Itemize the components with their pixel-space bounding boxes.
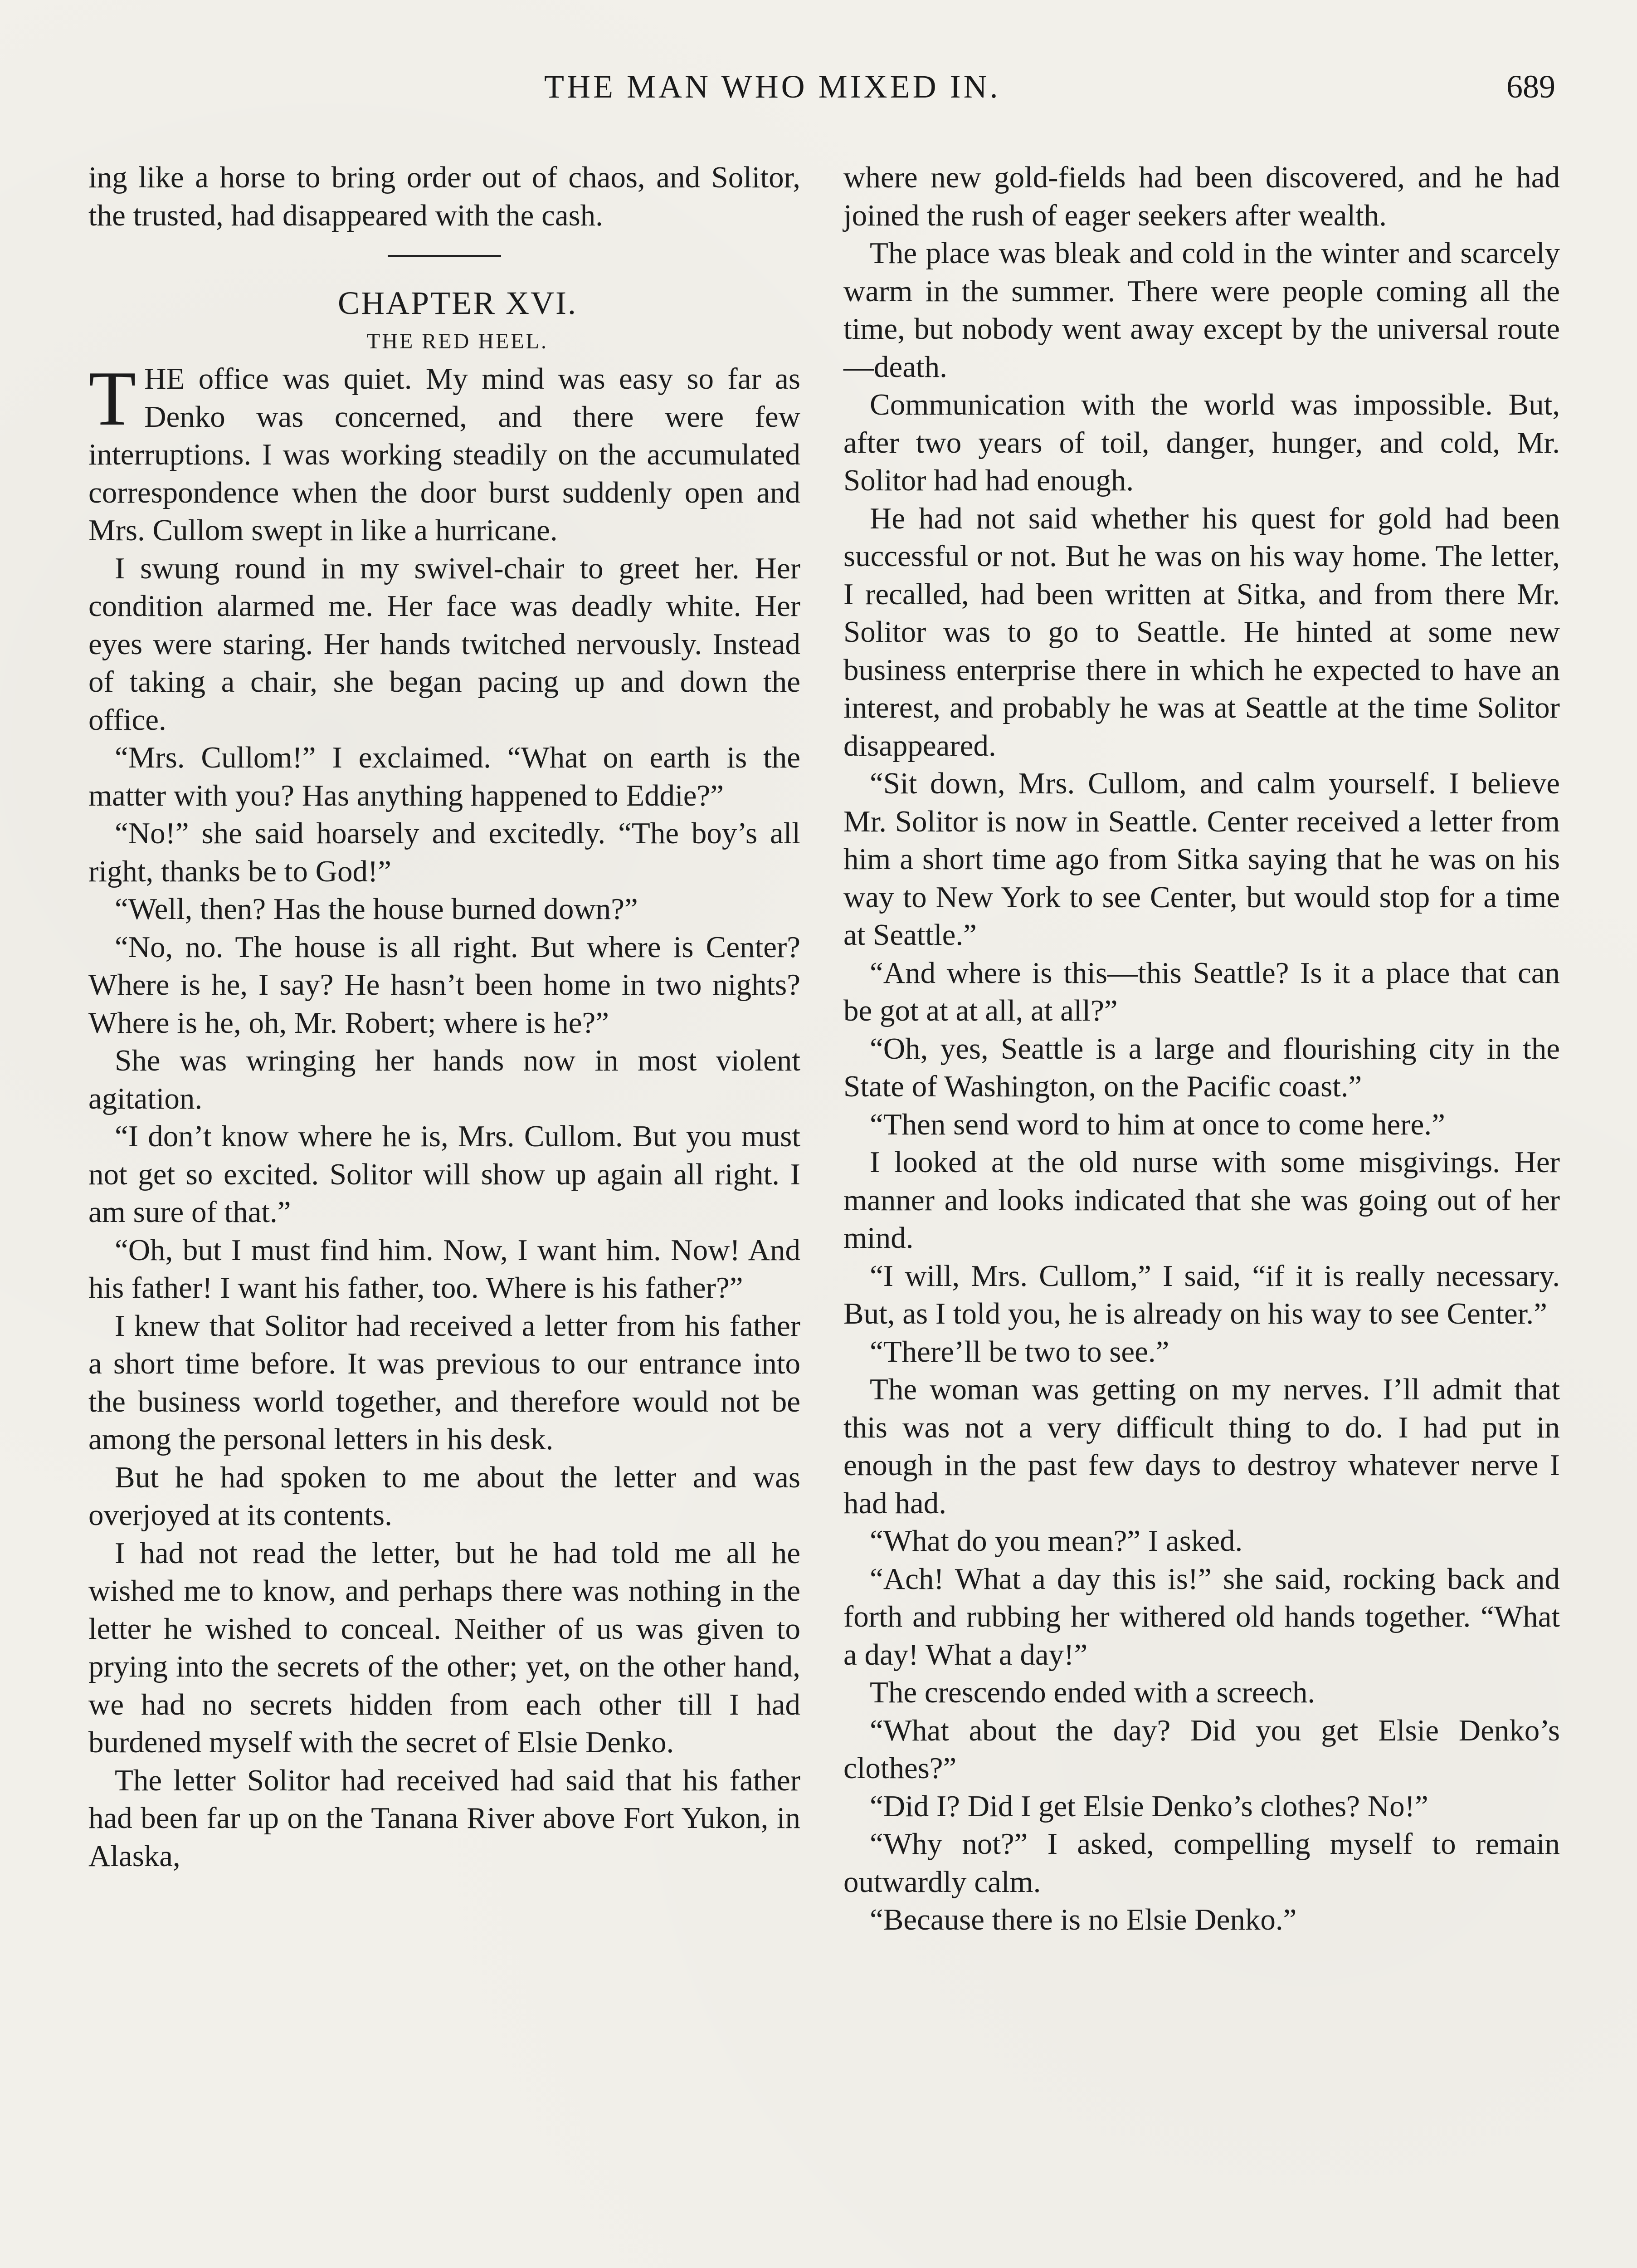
paragraph: I had not read the letter, but he had told me all he wished me to know, and perhaps there was nothing in the letter he wished to conceal. Neither of us was given to prying into the secrets of the other; yet, on the other hand, we had no secrets hidden from each other till I had burdened myself with the secret of Elsie Denko. — [88, 1536, 800, 1759]
drop-cap: T — [88, 356, 136, 442]
paragraph: “Then send word to him at once to come here.” — [870, 1107, 1445, 1141]
paragraph: “Sit down, Mrs. Cullom, and calm yourself. I believe Mr. Solitor is now in Seattle. Center received a letter from him a short time ago from Sitka saying that he was on his way to New York to see Center, but would stop for a time at Seattle.” — [843, 767, 1560, 952]
paragraph: I looked at the old nurse with some misgivings. Her manner and looks indicated that she was going out of her mind. — [843, 1145, 1560, 1255]
paragraph: “No, no. The house is all right. But where is Center? Where is he, I say? He hasn’t been home in two nights? Where is he, oh, Mr. Robert; where is he?” — [88, 930, 800, 1040]
paragraph: “Well, then? Has the house burned down?” — [115, 892, 638, 926]
paragraph: “What do you mean?” I asked. — [870, 1524, 1243, 1558]
paragraph: The letter Solitor had received had said that his father had been far up on the Tanana River above Fort Yukon, in Alaska, — [88, 1763, 800, 1873]
paragraph: “Because there is no Elsie Denko.” — [870, 1903, 1297, 1936]
intro-paragraph: ing like a horse to bring order out of chaos, and Solitor, the trusted, had disappeared with the cash. — [88, 161, 800, 232]
paragraph: “Did I? Did I get Elsie Denko’s clothes? No!” — [870, 1789, 1428, 1823]
continued-paragraph: where new gold-fields had been discovered, and he had joined the rush of eager seekers after wealth. — [843, 161, 1560, 232]
paragraph: “I will, Mrs. Cullom,” I said, “if it is really necessary. But, as I told you, he is already on his way to see Center.” — [843, 1259, 1560, 1330]
paragraph: I swung round in my swivel-chair to greet her. Her condition alarmed me. Her face was deadly white. Her eyes were staring. Her hands twitched nervously. Instead of taking a chair, she began pacing up and down the office. — [88, 551, 800, 737]
paragraph: The place was bleak and cold in the winter and scarcely warm in the summer. There were people coming all the time, but nobody went away except by the universal route—death. — [843, 236, 1560, 384]
paragraph: “Ach! What a day this is!” she said, rocking back and forth and rubbing her withered old hands together. “What a day! What a day!” — [843, 1562, 1560, 1672]
section-rule — [388, 255, 501, 257]
chapter-title: CHAPTER XVI. — [337, 285, 577, 321]
running-head-title: THE MAN WHO MIXED IN. — [544, 68, 1001, 105]
paragraph: “I don’t know where he is, Mrs. Cullom. But you must not get so excited. Solitor will show up again all right. I am sure of that.” — [88, 1119, 800, 1229]
opening-paragraph-text: HE office was quiet. My mind was easy so far as Denko was concerned, and there were few interruptions. I was working steadily on the accumulated correspondence when the door burst suddenly open and Mrs. Cullom swept in like a hurricane. — [88, 362, 800, 547]
page-number: 689 — [1506, 68, 1555, 105]
paragraph: But he had spoken to me about the letter and was overjoyed at its contents. — [88, 1460, 800, 1532]
paragraph: Communication with the world was impossible. But, after two years of toil, danger, hunger, and cold, Mr. Solitor had had enough. — [843, 388, 1560, 497]
paragraph: He had not said whether his quest for gold had been successful or not. But he was on his way home. The letter, I recalled, had been written at Sitka, and from there Mr. Solitor was to go to Seattle. He hinted at some new business enterprise there in which he expected to have an interest, and probably he was at Seattle at the time Solitor disappeared. — [843, 501, 1560, 763]
paragraph: She was wringing her hands now in most violent agitation. — [88, 1044, 800, 1115]
paragraph: “Oh, but I must find him. Now, I want him. Now! And his father! I want his father, too. Where is his father?” — [88, 1233, 800, 1305]
paragraph: “There’ll be two to see.” — [870, 1334, 1169, 1369]
opening-paragraph — [88, 356, 800, 550]
paragraph: “What about the day? Did you get Elsie Denko’s clothes?” — [843, 1713, 1560, 1785]
paragraph: The crescendo ended with a screech. — [870, 1676, 1315, 1709]
paragraph: “No!” she said hoarsely and excitedly. “The boy’s all right, thanks be to God!” — [88, 816, 800, 888]
chapter-subtitle: THE RED HEEL. — [367, 329, 548, 353]
paragraph: “Mrs. Cullom!” I exclaimed. “What on earth is the matter with you? Has anything happened to Eddie?” — [88, 741, 800, 812]
paragraph: The woman was getting on my nerves. I’ll admit that this was not a very difficult thing to do. I had put in enough in the past few days to destroy whatever nerve I had had. — [843, 1373, 1560, 1520]
paragraph: I knew that Solitor had received a letter from his father a short time before. It was previous to our entrance into the business world together, and therefore would not be among the personal letters in his desk. — [88, 1309, 800, 1456]
paragraph: “Oh, yes, Seattle is a large and flourishing city in the State of Washington, on the Pacific coast.” — [843, 1031, 1560, 1103]
paragraph: “And where is this—this Seattle? Is it a place that can be got at at all, at all?” — [843, 956, 1560, 1027]
left-column — [88, 159, 800, 1875]
right-column — [843, 159, 1560, 1939]
paragraph: “Why not?” I asked, compelling myself to remain outwardly calm. — [843, 1827, 1560, 1899]
